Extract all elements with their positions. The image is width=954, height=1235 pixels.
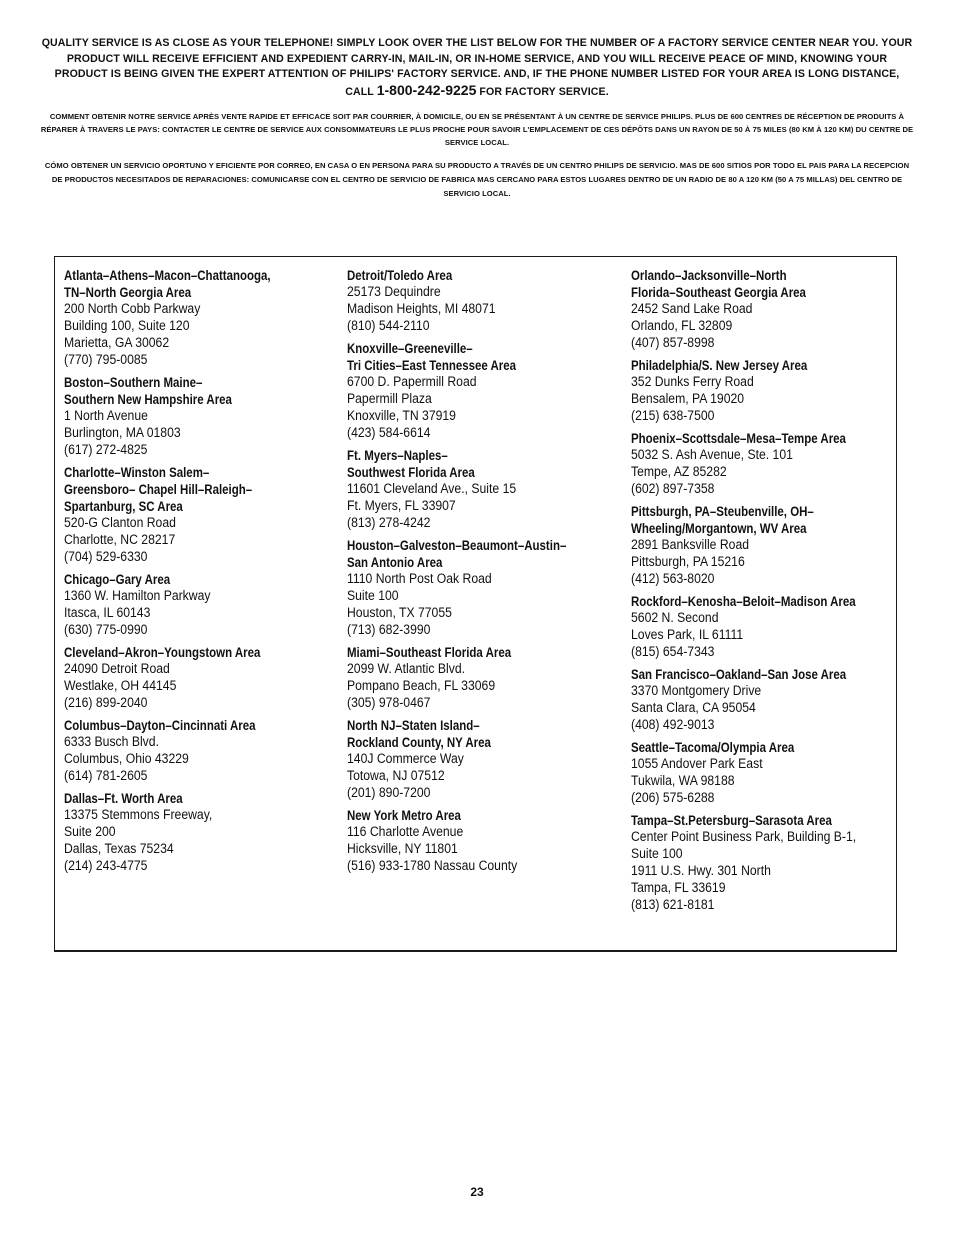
service-center-entry <box>64 464 336 566</box>
area-name: Orlando–Jacksonville–North Florida–Southeast Georgia Area <box>631 268 806 300</box>
service-center-entry <box>347 340 619 442</box>
service-center-entry <box>64 267 336 369</box>
area-name: San Francisco–Oakland–San Jose Area <box>631 667 847 682</box>
service-center-entry <box>347 807 619 875</box>
intro-text: QUALITY SERVICE IS AS CLOSE AS YOUR TELEPHONE! SIMPLY LOOK OVER THE LIST BELOW FOR THE NUMBER OF A FACTORY SERVICE CENTER NEAR YOU. YOUR PRODUCT WILL RECEIVE EFFICIENT AND EXPEDIENT CARRY-IN, MAIL-IN, OR IN-HOME SERVICE, AND YOU WILL RECEIVE PEACE OF MIND, KNOWING YOUR PRODUCT IS BEING GIVEN THE EXPERT ATTENTION OF PHILIPS' FACTORY SERVICE. AND, IF THE PHONE NUMBER LISTED FOR YOUR AREA IS LONG DISTANCE, CALL <box>41 37 913 98</box>
area-name: Miami–Southeast Florida Area <box>347 645 512 660</box>
service-center-entry <box>347 447 619 532</box>
address-lines: 1110 North Post Oak Road Suite 100 Houston, TX 77055 (713) 682-3990 <box>347 571 492 638</box>
area-name: Ft. Myers–Naples– Southwest Florida Area <box>347 448 475 480</box>
area-name: Cleveland–Akron–Youngstown Area <box>64 645 261 660</box>
service-center-entry <box>347 267 619 335</box>
service-center-entry <box>631 357 895 425</box>
service-center-entry <box>64 571 336 639</box>
directory-column-3 <box>631 267 895 919</box>
address-lines: 2891 Banksville Road Pittsburgh, PA 15216 (412) 563-8020 <box>631 537 750 587</box>
area-name: Charlotte–Winston Salem– Greensboro– Chapel Hill–Raleigh– Spartanburg, SC Area <box>64 465 253 514</box>
service-center-entry <box>64 644 336 712</box>
area-name: Seattle–Tacoma/Olympia Area <box>631 740 795 755</box>
service-center-entry <box>64 717 336 785</box>
address-lines: 6333 Busch Blvd. Columbus, Ohio 43229 (614) 781-2605 <box>64 734 189 784</box>
service-center-entry <box>631 503 895 588</box>
intro-text-end: FOR FACTORY SERVICE. <box>479 85 609 98</box>
address-lines: 5032 S. Ash Avenue, Ste. 101 Tempe, AZ 85282 (602) 897-7358 <box>631 447 793 497</box>
address-lines: 2452 Sand Lake Road Orlando, FL 32809 (407) 857-8998 <box>631 301 753 351</box>
service-center-directory <box>54 256 897 952</box>
address-lines: 25173 Dequindre Madison Heights, MI 48071 (810) 544-2110 <box>347 284 496 334</box>
address-lines: 1360 W. Hamilton Parkway Itasca, IL 60143 (630) 775-0990 <box>64 588 211 638</box>
address-lines: 24090 Detroit Road Westlake, OH 44145 (216) 899-2040 <box>64 661 177 711</box>
service-center-entry <box>347 717 619 802</box>
area-name: Boston–Southern Maine– Southern New Hampshire Area <box>64 375 232 407</box>
service-center-entry <box>64 374 336 459</box>
area-name: Detroit/Toledo Area <box>347 268 453 283</box>
address-lines: Center Point Business Park, Building B-1, Suite 100 1911 U.S. Hwy. 301 North Tampa, FL 33619 (813) 621-8181 <box>631 829 857 913</box>
service-center-entry <box>631 666 895 734</box>
address-lines: 11601 Cleveland Ave., Suite 15 Ft. Myers, FL 33907 (813) 278-4242 <box>347 481 517 531</box>
service-center-entry <box>347 537 619 639</box>
factory-service-phone: 1-800-242-9225 <box>376 81 477 98</box>
service-center-entry <box>631 267 895 352</box>
address-lines: 1055 Andover Park East Tukwila, WA 98188 (206) 575-6288 <box>631 756 763 806</box>
address-lines: 5602 N. Second Loves Park, IL 61111 (815) 654-7343 <box>631 610 744 660</box>
address-lines: 1 North Avenue Burlington, MA 01803 (617) 272-4825 <box>64 408 181 458</box>
area-name: New York Metro Area <box>347 808 461 823</box>
area-name: Houston–Galveston–Beaumont–Austin– San Antonio Area <box>347 538 567 570</box>
service-center-entry <box>631 812 895 914</box>
address-lines: 6700 D. Papermill Road Papermill Plaza Knoxville, TN 37919 (423) 584-6614 <box>347 374 477 441</box>
address-lines: 520-G Clanton Road Charlotte, NC 28217 (704) 529-6330 <box>64 515 176 565</box>
area-name: Rockford–Kenosha–Beloit–Madison Area <box>631 594 856 609</box>
area-name: Knoxville–Greeneville– Tri Cities–East Tennessee Area <box>347 341 517 373</box>
area-name: Phoenix–Scottsdale–Mesa–Tempe Area <box>631 431 846 446</box>
address-lines: 140J Commerce Way Totowa, NJ 07512 (201) 890-7200 <box>347 751 464 801</box>
intro-english <box>40 36 914 100</box>
address-lines: 200 North Cobb Parkway Building 100, Suite 120 Marietta, GA 30062 (770) 795-0085 <box>64 301 201 368</box>
service-center-entry <box>64 790 336 875</box>
page-header <box>40 36 914 201</box>
area-name: Philadelphia/S. New Jersey Area <box>631 358 808 373</box>
area-name: Tampa–St.Petersburg–Sarasota Area <box>631 813 832 828</box>
address-lines: 3370 Montgomery Drive Santa Clara, CA 95054 (408) 492-9013 <box>631 683 762 733</box>
area-name: North NJ–Staten Island– Rockland County, NY Area <box>347 718 491 750</box>
service-center-entry <box>631 593 895 661</box>
directory-column-1 <box>64 267 336 880</box>
address-lines: 2099 W. Atlantic Blvd. Pompano Beach, FL 33069 (305) 978-0467 <box>347 661 496 711</box>
service-center-entry <box>631 739 895 807</box>
area-name: Columbus–Dayton–Cincinnati Area <box>64 718 256 733</box>
service-center-entry <box>347 644 619 712</box>
page-number: 23 <box>470 1185 484 1199</box>
area-name: Dallas–Ft. Worth Area <box>64 791 183 806</box>
area-name: Atlanta–Athens–Macon–Chattanooga, TN–North Georgia Area <box>64 268 271 300</box>
service-center-entry <box>631 430 895 498</box>
area-name: Pittsburgh, PA–Steubenville, OH– Wheeling/Morgantown, WV Area <box>631 504 814 536</box>
address-lines: 13375 Stemmons Freeway, Suite 200 Dallas, Texas 75234 (214) 243-4775 <box>64 807 213 874</box>
area-name: Chicago–Gary Area <box>64 572 171 587</box>
address-lines: 352 Dunks Ferry Road Bensalem, PA 19020 (215) 638-7500 <box>631 374 754 424</box>
intro-spanish: CÓMO OBTENER UN SERVICIO OPORTUNO Y EFICIENTE POR CORREO, EN CASA O EN PERSONA PARA SU PRODUCTO A TRAVÉS DE UN CENTRO PHILIPS DE SERVICIO. MAS DE 600 SITIOS POR TODO EL PAIS PARA LA RECEPCION DE PRODUCTOS NECESITADOS DE REPARACIONES: COMUNICARSE CON EL CENTRO DE SERVICIO DE FABRICA MAS CERCANO PARA ESTOS LUGARES DENTRO DE UN RADIO DE 80 A 120 KM (50 A 75 MILLAS) DEL CENTRO DE SERVICIO LOCAL. <box>44 161 910 198</box>
directory-column-2 <box>347 267 619 880</box>
address-lines: 116 Charlotte Avenue Hicksville, NY 11801 (516) 933-1780 Nassau County <box>347 824 518 874</box>
intro-french: COMMENT OBTENIR NOTRE SERVICE APRÈS VENTE RAPIDE ET EFFICACE SOIT PAR COURRIER, À DOMICILE, OU EN SE PRÉSENTANT À UN CENTRE DE SERVICE PHILIPS. PLUS DE 600 CENTRES DE RÉCEPTION DE PRODUITS À RÉPARER À TRAVERS LE PAYS: CONTACTER LE CENTRE DE SERVICE AUX CONSOMMATEURS LE PLUS PROCHE POUR SAVOIR L'EMPLACEMENT DE CES DÉPÔTS DANS UN RAYON DE 50 À 75 MILES (80 KM À 120 KM) DU CENTRE DE SERVICE LOCAL. <box>40 112 914 147</box>
